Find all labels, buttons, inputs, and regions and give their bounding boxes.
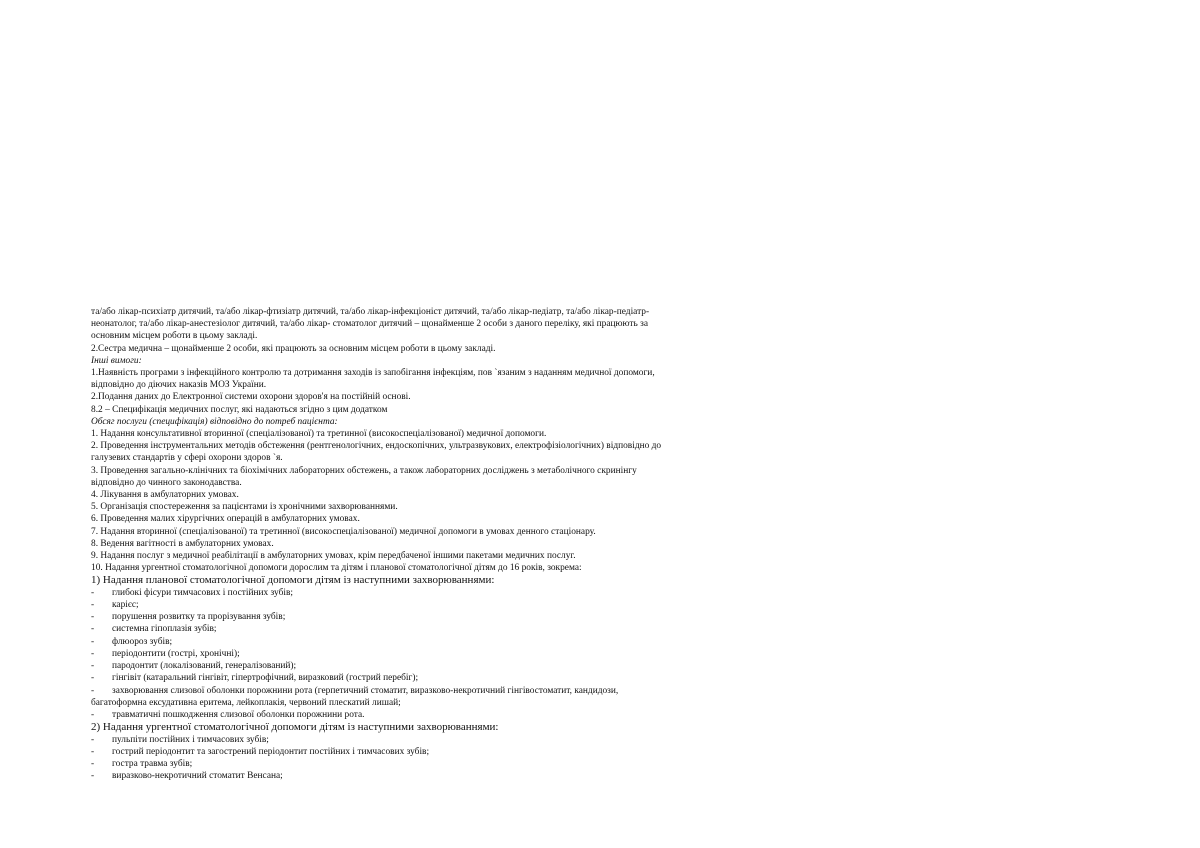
dash-marker: - [91,624,95,635]
list-item-text: періодонтити (гострі, хронічні); [112,648,240,659]
dash-marker: - [91,771,95,782]
dash-marker: - [91,600,95,611]
text-line: відповідно до чинного законодавства. [91,477,242,488]
dash-marker: - [91,636,95,647]
text-line: 2. Проведення інструментальних методів обстеження (рентгенологічних, ендоскопічних, ультразвукових, електрофізіологічних) відповідно до [91,441,662,452]
text-line: 8. Ведення вагітності в амбулаторних умовах. [91,538,274,549]
text-line: 1.Наявність програми з інфекційного контролю та дотримання заходів із запобігання інфекціям, пов `язаним з наданням медичної допомоги, [91,368,655,379]
text-line: 6. Проведення малих хірургічних операцій в амбулаторних умовах. [91,514,360,525]
list-item-text: гостра травма зубів; [112,758,193,769]
dash-marker: - [91,746,95,757]
list-item [91,648,781,660]
dash-marker: - [91,648,95,659]
list-item [91,770,781,782]
list-item-text: флюороз зубів; [112,636,173,647]
text-line: основним місцем роботи в цьому закладі. [91,331,258,342]
list-item-text: пульпіти постійних і тимчасових зубів; [112,734,269,745]
text-line: неонатолог, та/або лікар-анестезіолог дитячий, та/або лікар- стоматолог дитячий – щонайменше 2 особи з даного переліку, які працюють за [91,319,649,330]
dash-marker: - [91,612,95,623]
list-item [91,734,781,746]
list-item [91,623,781,635]
list-item-text: глибокі фісури тимчасових і постійних зубів; [112,587,294,598]
text-line: 5. Організація спостереження за пацієнтами із хронічними захворюваннями. [91,502,398,513]
dash-marker: - [91,587,95,598]
list-item-text: виразково-некротичний стоматит Венсана; [112,771,283,782]
dash-marker: - [91,685,95,696]
list-item-continuation: багатоформна ексудативна еритема, лейкоплакія, червоний плескатий лишай; [91,697,401,708]
list-item [91,685,781,697]
text-line: відповідно до діючих наказів МОЗ України. [91,380,267,391]
text-line: та/або лікар-психіатр дитячий, та/або лікар-фтизіатр дитячий, та/або лікар-інфекціоніст дитячий, та/або лікар-педіатр, та/або лікар-педіатр- [91,307,650,317]
list-item [91,587,781,599]
dash-marker: - [91,734,95,745]
text-line: галузевих стандартів у сфері охорони здоров `я. [91,453,283,464]
list-item [91,599,781,611]
text-line: 7. Надання вторинної (спеціалізованої) та третинної (високоспеціалізованої) медичної допомоги в умовах денного стаціонару. [91,526,596,537]
text-line: 2.Подання даних до Електронної системи охорони здоров'я на постійній основі. [91,392,411,403]
section-heading: Інші вимоги: [91,355,142,366]
list-item-text: захворювання слизової оболонки порожнини рота (герпетичний стоматит, виразково-некротичний гінгівостоматит, кандидози, [112,685,619,696]
text-line: 1. Надання консультативної вторинної (спеціалізованої) та третинної (високоспеціалізованої) медичної допомоги. [91,429,547,440]
list-item-text: гінгівіт (катаральний гінгівіт, гіпертрофічний, виразковий (гострий перебіг); [112,673,419,684]
dash-marker: - [91,673,95,684]
list-item-text: системна гіпоплазія зубів; [112,624,217,635]
list-item-text: пародонтит (локалізований, генералізований); [112,661,297,672]
text-line: 2.Сестра медична – щонайменше 2 особи, які працюють за основним місцем роботи в цьому закладі. [91,343,496,354]
list-item-text: гострий періодонтит та загострений періодонтит постійних і тимчасових зубів; [112,746,430,757]
list-item [91,660,781,672]
list-item [91,636,781,648]
section2-title: 2) Надання ургентної стоматологічної допомоги дітям із наступними захворюваннями: [91,721,499,734]
list-item [91,746,781,758]
text-line: 8.2 – Специфікація медичних послуг, які надаються згідно з цим додатком [91,404,388,415]
section1-title: 1) Надання планової стоматологічної допомоги дітям із наступними захворюваннями: [91,574,495,587]
text-line: 10. Надання ургентної стоматологічної допомоги дорослим та дітям і планової стоматологічної дітям до 16 років, зокрема: [91,563,582,574]
list-item [91,709,781,721]
list-item [91,611,781,623]
dash-marker: - [91,758,95,769]
dash-marker: - [91,709,95,720]
list-item [91,672,781,684]
text-line: 9. Надання послуг з медичної реабілітації в амбулаторних умовах, крім передбаченої іншими пакетами медичних послуг. [91,551,576,562]
list-item-text: травматичні пошкодження слизової оболонки порожнини рота. [112,709,365,720]
text-line: 4. Лікування в амбулаторних умовах. [91,490,239,501]
dash-marker: - [91,661,95,672]
document-text [91,306,781,782]
list-item-text: карієс; [112,600,139,611]
text-line: 3. Проведення загально-клінічних та біохімічних лабораторних обстежень, а також лабораторних досліджень з метаболічного скринінгу [91,465,637,476]
list-item [91,758,781,770]
list-item-text: порушення розвитку та прорізування зубів; [112,612,286,623]
section-heading: Обсяг послуги (специфікація) відповідно до потреб пацієнта: [91,416,338,427]
